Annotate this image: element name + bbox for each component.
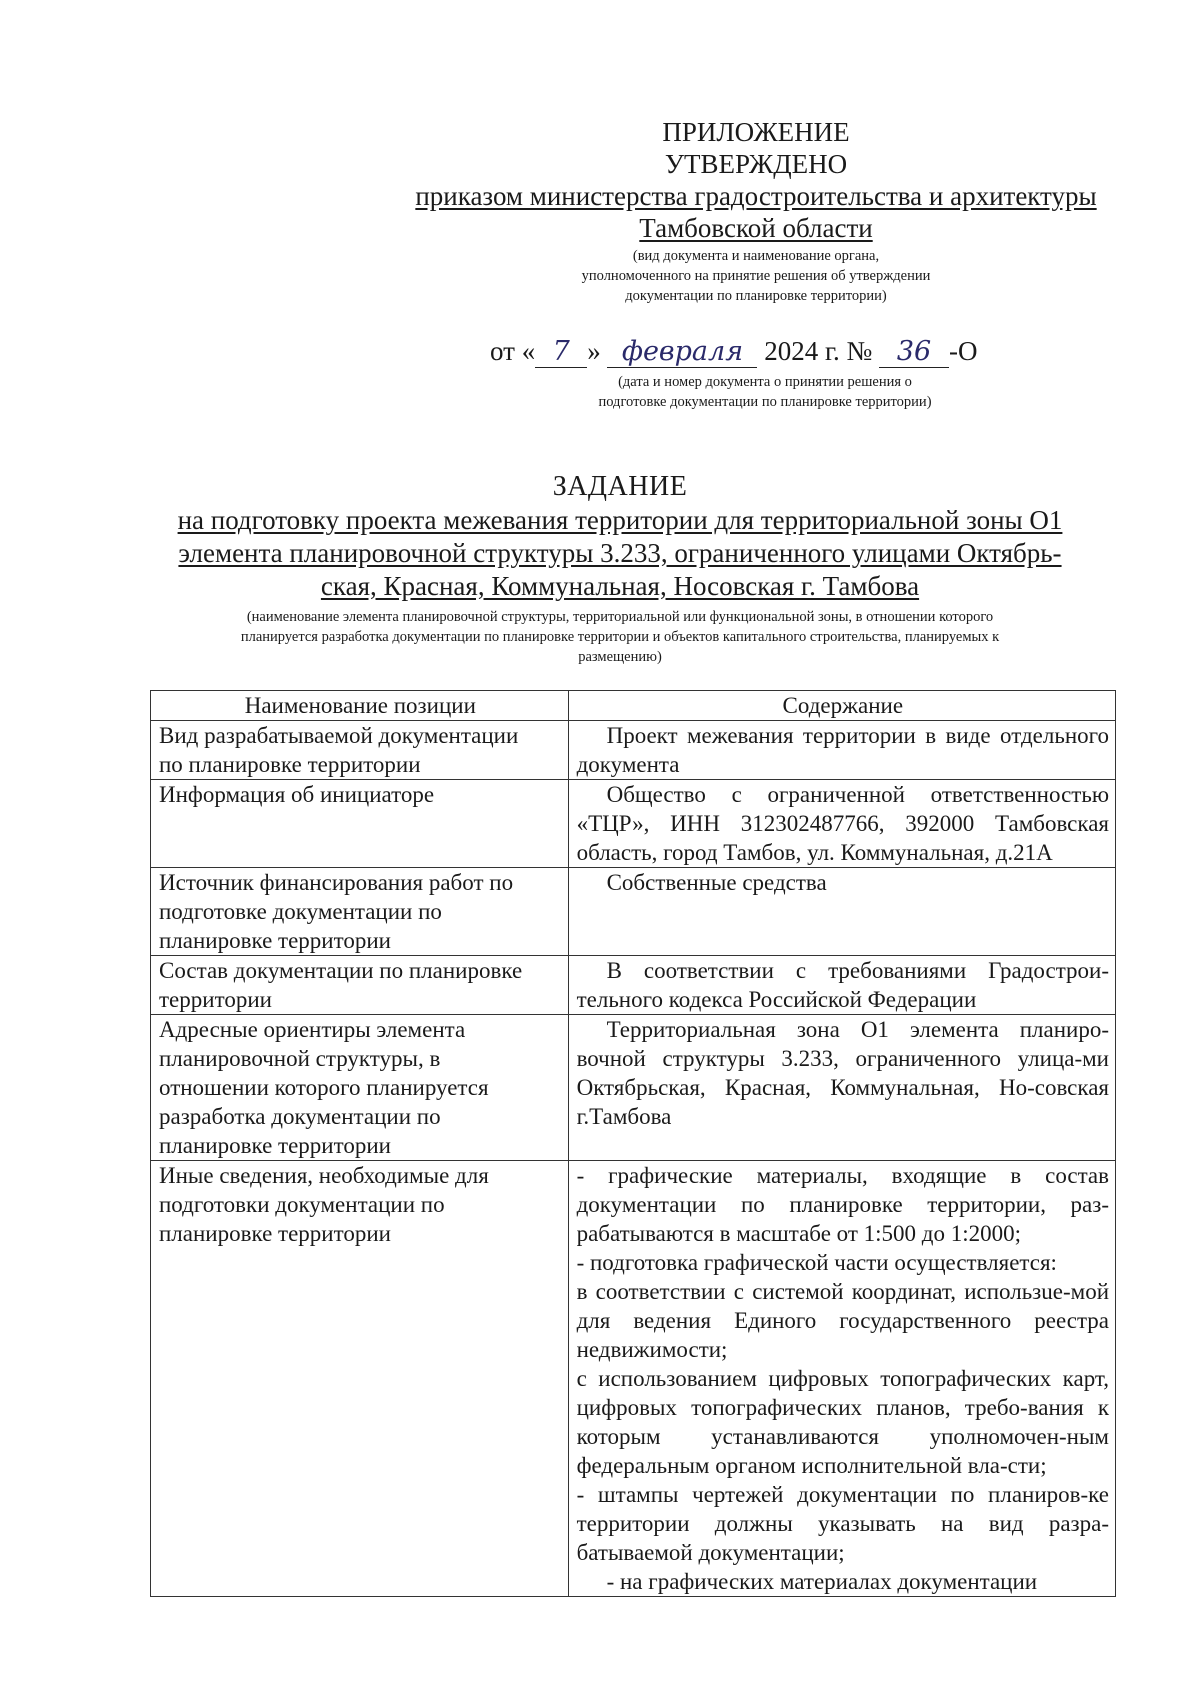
approval-note-line: (вид документа и наименование органа, [632, 248, 880, 264]
row-content [568, 780, 1115, 868]
column-header-content: Содержание [568, 691, 1115, 721]
order-mid: » [587, 336, 601, 366]
row-content [568, 868, 1115, 956]
order-date-number [490, 336, 978, 368]
row-name [151, 868, 569, 956]
row-content-text: - подготовка графической части осуществляется: [576, 1250, 1057, 1275]
task-note-line: (наименование элемента планировочной структуры, территориальной или функциональной зоны, в отношении которого [246, 609, 994, 625]
approved-label: УТВЕРЖДЕНО [664, 149, 848, 179]
order-prefix: от « [490, 336, 536, 366]
row-name-line: планировке территории [159, 928, 391, 953]
approval-note-line: уполномоченного на принятие решения об утверждении [581, 268, 931, 284]
row-content [568, 1161, 1115, 1597]
order-suffix: -О [949, 336, 978, 366]
row-name-line: Состав документации по планировке [159, 958, 523, 983]
row-name [151, 1161, 569, 1597]
row-name-line: планировке территории [159, 1221, 391, 1246]
row-name-line: Информация об инициаторе [159, 782, 435, 807]
task-heading [140, 470, 1100, 667]
row-content-text: с использованием цифровых топографических карт, цифровых топографических планов, требо-вания к которым устанавливаются уполномочен-ным федеральным органом исполнительной вла-сти; [576, 1366, 1109, 1478]
row-content-text: - штампы чертежей документации по планиров-ке территории должны указывать на вид разра-батываемой документации; [576, 1482, 1109, 1565]
row-content [568, 721, 1115, 780]
row-content-text: Собственные средства [606, 870, 827, 895]
approving-body-line2: Тамбовской области [639, 213, 873, 243]
table-row [151, 1015, 1116, 1161]
table-header-row [151, 691, 1116, 721]
column-header-name: Наименование позиции [151, 691, 569, 721]
row-name-line: Иные сведения, необходимые для [159, 1163, 489, 1188]
row-content-text: В соответствии с требованиями Градострои-тельного кодекса Российской Федерации [576, 958, 1109, 1012]
task-note [140, 607, 1100, 667]
order-day: 7 [535, 336, 587, 368]
task-table [150, 690, 1116, 1597]
table-row [151, 956, 1116, 1015]
task-note-line: планируется разработка документации по планировке территории и объектов капитального строительства, планируемых к [240, 629, 1000, 645]
task-subject-line: элемента планировочной структуры 3.233, ограниченного улицами Октябрь- [178, 538, 1062, 568]
order-note [540, 372, 990, 412]
order-note-line: подготовке документации по планировке территории) [598, 394, 932, 410]
row-content-text: в соответствии с системой координат, использue-мой для ведения Единого государственного реестра недвижимости; [576, 1279, 1109, 1362]
row-content-text: Территориальная зона О1 элемента планиро-вочной структуры 3.233, ограниченного улица-ми Октябрьская, Красная, Коммунальная, Но-совская г.Тамбова [576, 1017, 1109, 1129]
task-subject-line: ская, Красная, Коммунальная, Носовская г. Тамбова [320, 571, 920, 601]
row-name-line: планировке территории [159, 1133, 391, 1158]
appendix-label: ПРИЛОЖЕНИЕ [662, 117, 850, 147]
row-name-line: подготовке документации по [159, 899, 442, 924]
table-row [151, 868, 1116, 956]
order-number: 36 [879, 336, 949, 368]
row-name [151, 780, 569, 868]
task-subject-line: на подготовку проекта межевания территории для территориальной зоны О1 [177, 505, 1063, 535]
row-name-line: Адресные ориентиры элемента [159, 1017, 466, 1042]
row-name [151, 1015, 569, 1161]
row-content-text: Общество с ограниченной ответственностью «ТЦР», ИНН 312302487766, 392000 Тамбовская область, город Тамбов, ул. Коммунальная, д.21А [576, 782, 1109, 865]
table-row [151, 721, 1116, 780]
row-name-line: Вид разрабатываемой документации [159, 723, 519, 748]
row-name-line: планировочной структуры, в [159, 1046, 441, 1071]
table-row [151, 780, 1116, 868]
row-content-text: - на графических материалах документации [606, 1569, 1038, 1594]
approval-note [380, 246, 1132, 306]
task-note-line: размещению) [578, 649, 662, 665]
row-name-line: территории [159, 987, 272, 1012]
row-content [568, 956, 1115, 1015]
row-name [151, 956, 569, 1015]
order-note-line: (дата и номер документа о принятии решения о [618, 374, 912, 390]
row-content-text: Проект межевания территории в виде отдельного документа [576, 723, 1109, 777]
row-name-line: подготовки документации по [159, 1192, 445, 1217]
approval-block [380, 116, 1132, 306]
task-title: ЗАДАНИЕ [552, 471, 688, 502]
approval-note-line: документации по планировке территории) [625, 288, 887, 304]
order-month: февраля [607, 336, 757, 368]
row-name-line: Источник финансирования работ по [159, 870, 514, 895]
row-name-line: по планировке территории [159, 752, 421, 777]
approving-body-line1: приказом министерства градостроительства и архитектуры [415, 181, 1097, 211]
order-year: 2024 г. № [764, 336, 873, 366]
row-name-line: разработка документации по [159, 1104, 441, 1129]
row-name [151, 721, 569, 780]
row-content-text: - графические материалы, входящие в состав документации по планировке территории, раз-рабатываются в масштабе от 1:500 до 1:2000; [576, 1163, 1109, 1246]
row-content [568, 1015, 1115, 1161]
table-row [151, 1161, 1116, 1597]
row-name-line: отношении которого планируется [159, 1075, 489, 1100]
